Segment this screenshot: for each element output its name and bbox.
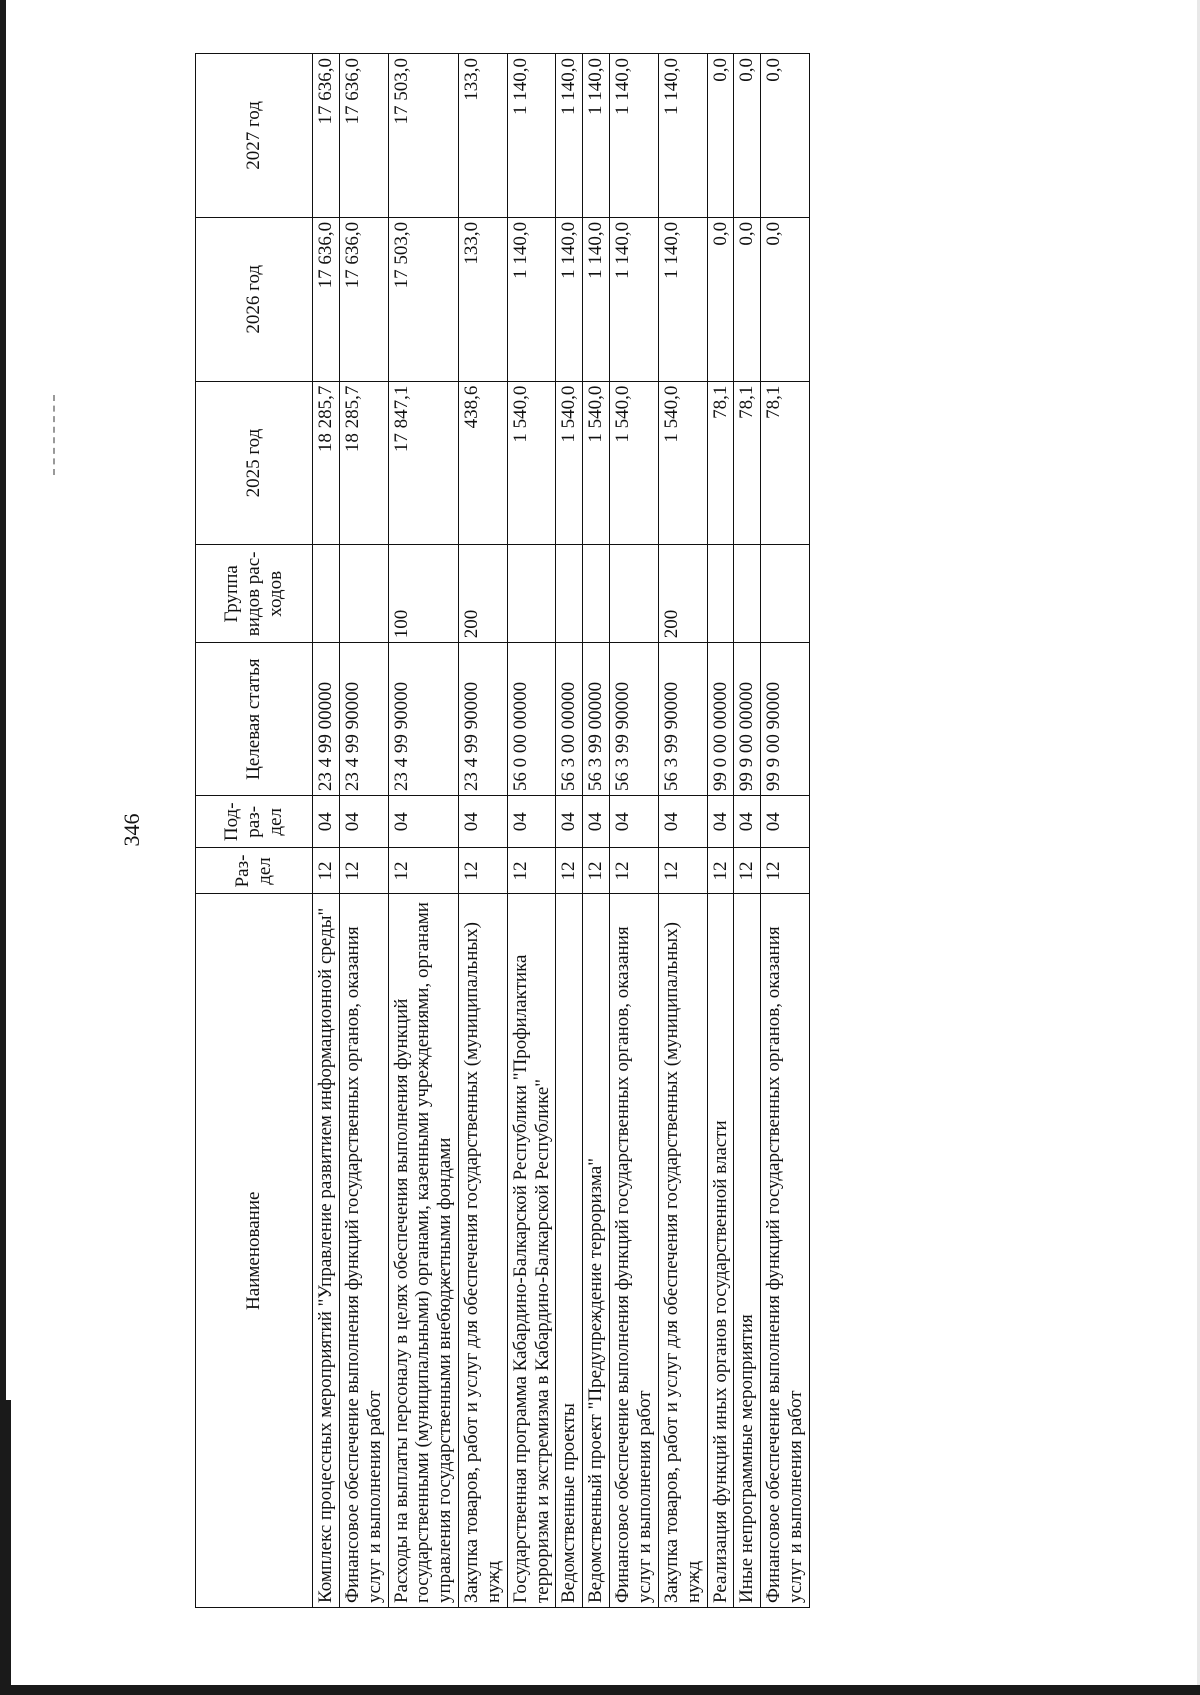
budget-table	[195, 53, 810, 1608]
cell-expense-group	[761, 545, 810, 643]
page-number: 346	[119, 813, 144, 847]
cell-2027: 17 503,0	[388, 54, 459, 218]
cell-expense-group	[734, 545, 761, 643]
cell-subsection: 04	[707, 796, 734, 848]
cell-2026: 0,0	[707, 217, 734, 381]
cell-target-article: 99 9 00 90000	[761, 643, 810, 796]
cell-subsection: 04	[610, 796, 659, 848]
cell-section: 12	[339, 848, 388, 894]
cell-subsection: 04	[339, 796, 388, 848]
cell-2025: 17 847,1	[388, 381, 459, 545]
cell-target-article: 56 3 99 90000	[610, 643, 659, 796]
table-row	[507, 54, 556, 1608]
header-target-article: Целевая статья	[196, 643, 313, 796]
table-row	[707, 54, 734, 1608]
cell-name: Расходы на выплаты персоналу в целях обеспечения выполнения функций государственными (муниципальными) органами, казенными учреждениями, органами управления государственными внебюджетными фондами	[388, 894, 459, 1608]
cell-name: Финансовое обеспечение выполнения функций государственных органов, оказания услуг и выполнения работ	[610, 894, 659, 1608]
cell-target-article: 56 0 00 00000	[507, 643, 556, 796]
cell-target-article: 23 4 99 90000	[459, 643, 508, 796]
header-section: Раз-дел	[196, 848, 313, 894]
cell-expense-group	[507, 545, 556, 643]
cell-2027: 0,0	[734, 54, 761, 218]
table-row	[339, 54, 388, 1608]
cell-2025: 78,1	[734, 381, 761, 545]
scan-edge-left-lower	[0, 1400, 11, 1695]
cell-expense-group	[339, 545, 388, 643]
cell-section: 12	[761, 848, 810, 894]
cell-2027: 17 636,0	[313, 54, 340, 218]
cell-2027: 0,0	[707, 54, 734, 218]
cell-target-article: 56 3 00 00000	[556, 643, 583, 796]
cell-expense-group: 100	[388, 545, 459, 643]
cell-2027: 1 140,0	[583, 54, 610, 218]
cell-expense-group	[610, 545, 659, 643]
table-row	[761, 54, 810, 1608]
cell-name: Закупка товаров, работ и услуг для обеспечения государственных (муниципальных) нужд	[658, 894, 707, 1608]
table-row	[610, 54, 659, 1608]
cell-name: Ведомственный проект "Предупреждение терроризма"	[583, 894, 610, 1608]
cell-subsection: 04	[761, 796, 810, 848]
cell-section: 12	[507, 848, 556, 894]
cell-subsection: 04	[459, 796, 508, 848]
cell-2025: 18 285,7	[313, 381, 340, 545]
cell-2026: 1 140,0	[658, 217, 707, 381]
cell-subsection: 04	[658, 796, 707, 848]
cell-2025: 438,6	[459, 381, 508, 545]
cell-section: 12	[556, 848, 583, 894]
cell-name: Реализация функций иных органов государственной власти	[707, 894, 734, 1608]
cell-target-article: 23 4 99 90000	[339, 643, 388, 796]
header-2026: 2026 год	[196, 217, 313, 381]
header-2025: 2025 год	[196, 381, 313, 545]
cell-2025: 1 540,0	[507, 381, 556, 545]
cell-2027: 1 140,0	[658, 54, 707, 218]
table-row	[388, 54, 459, 1608]
cell-2026: 0,0	[761, 217, 810, 381]
rotated-page	[55, 0, 1155, 1695]
cell-expense-group	[583, 545, 610, 643]
cell-2025: 1 540,0	[583, 381, 610, 545]
cell-2026: 1 140,0	[507, 217, 556, 381]
cell-section: 12	[610, 848, 659, 894]
cell-2027: 1 140,0	[556, 54, 583, 218]
cell-name: Комплекс процессных мероприятий "Управление развитием информационной среды"	[313, 894, 340, 1608]
cell-section: 12	[658, 848, 707, 894]
cell-subsection: 04	[313, 796, 340, 848]
cell-expense-group: 200	[658, 545, 707, 643]
cell-subsection: 04	[734, 796, 761, 848]
cell-section: 12	[388, 848, 459, 894]
cell-subsection: 04	[556, 796, 583, 848]
cell-section: 12	[459, 848, 508, 894]
cell-2026: 17 636,0	[339, 217, 388, 381]
cell-expense-group	[707, 545, 734, 643]
cell-2027: 0,0	[761, 54, 810, 218]
cell-2025: 78,1	[707, 381, 734, 545]
cell-2027: 133,0	[459, 54, 508, 218]
table-row	[459, 54, 508, 1608]
cell-2026: 0,0	[734, 217, 761, 381]
cell-section: 12	[313, 848, 340, 894]
cell-2025: 78,1	[761, 381, 810, 545]
cell-2026: 1 140,0	[610, 217, 659, 381]
cell-2027: 17 636,0	[339, 54, 388, 218]
table-row	[734, 54, 761, 1608]
cell-2027: 1 140,0	[610, 54, 659, 218]
cell-name: Иные непрограммные мероприятия	[734, 894, 761, 1608]
cell-name: Ведомственные проекты	[556, 894, 583, 1608]
cell-name: Финансовое обеспечение выполнения функций государственных органов, оказания услуг и выполнения работ	[761, 894, 810, 1608]
cell-name: Финансовое обеспечение выполнения функций государственных органов, оказания услуг и выполнения работ	[339, 894, 388, 1608]
cell-2025: 1 540,0	[610, 381, 659, 545]
header-subsection: Под-раз-дел	[196, 796, 313, 848]
cell-target-article: 23 4 99 90000	[388, 643, 459, 796]
cell-subsection: 04	[507, 796, 556, 848]
cell-2026: 1 140,0	[583, 217, 610, 381]
cell-2026: 1 140,0	[556, 217, 583, 381]
cell-section: 12	[707, 848, 734, 894]
cell-expense-group: 200	[459, 545, 508, 643]
table-row	[556, 54, 583, 1608]
cell-2025: 1 540,0	[556, 381, 583, 545]
cell-expense-group	[313, 545, 340, 643]
cell-2025: 18 285,7	[339, 381, 388, 545]
table-row	[583, 54, 610, 1608]
header-name: Наименование	[196, 894, 313, 1608]
cell-subsection: 04	[388, 796, 459, 848]
cell-2027: 1 140,0	[507, 54, 556, 218]
cell-name: Закупка товаров, работ и услуг для обеспечения государственных (муниципальных) нужд	[459, 894, 508, 1608]
cell-section: 12	[583, 848, 610, 894]
cell-target-article: 99 0 00 00000	[707, 643, 734, 796]
cell-target-article: 56 3 99 90000	[658, 643, 707, 796]
cell-2025: 1 540,0	[658, 381, 707, 545]
table-header-row	[196, 54, 313, 1608]
header-expense-group: Группа видов рас-ходов	[196, 545, 313, 643]
cell-target-article: 23 4 99 00000	[313, 643, 340, 796]
cell-2026: 133,0	[459, 217, 508, 381]
cell-subsection: 04	[583, 796, 610, 848]
cell-name: Государственная программа Кабардино-Балкарской Республики "Профилактика терроризма и экстремизма в Кабардино-Балкарской Республике"	[507, 894, 556, 1608]
cell-target-article: 99 9 00 00000	[734, 643, 761, 796]
cell-section: 12	[734, 848, 761, 894]
table-row	[658, 54, 707, 1608]
cell-2026: 17 636,0	[313, 217, 340, 381]
table-row	[313, 54, 340, 1608]
cell-2026: 17 503,0	[388, 217, 459, 381]
cell-target-article: 56 3 99 00000	[583, 643, 610, 796]
header-2027: 2027 год	[196, 54, 313, 218]
cell-expense-group	[556, 545, 583, 643]
